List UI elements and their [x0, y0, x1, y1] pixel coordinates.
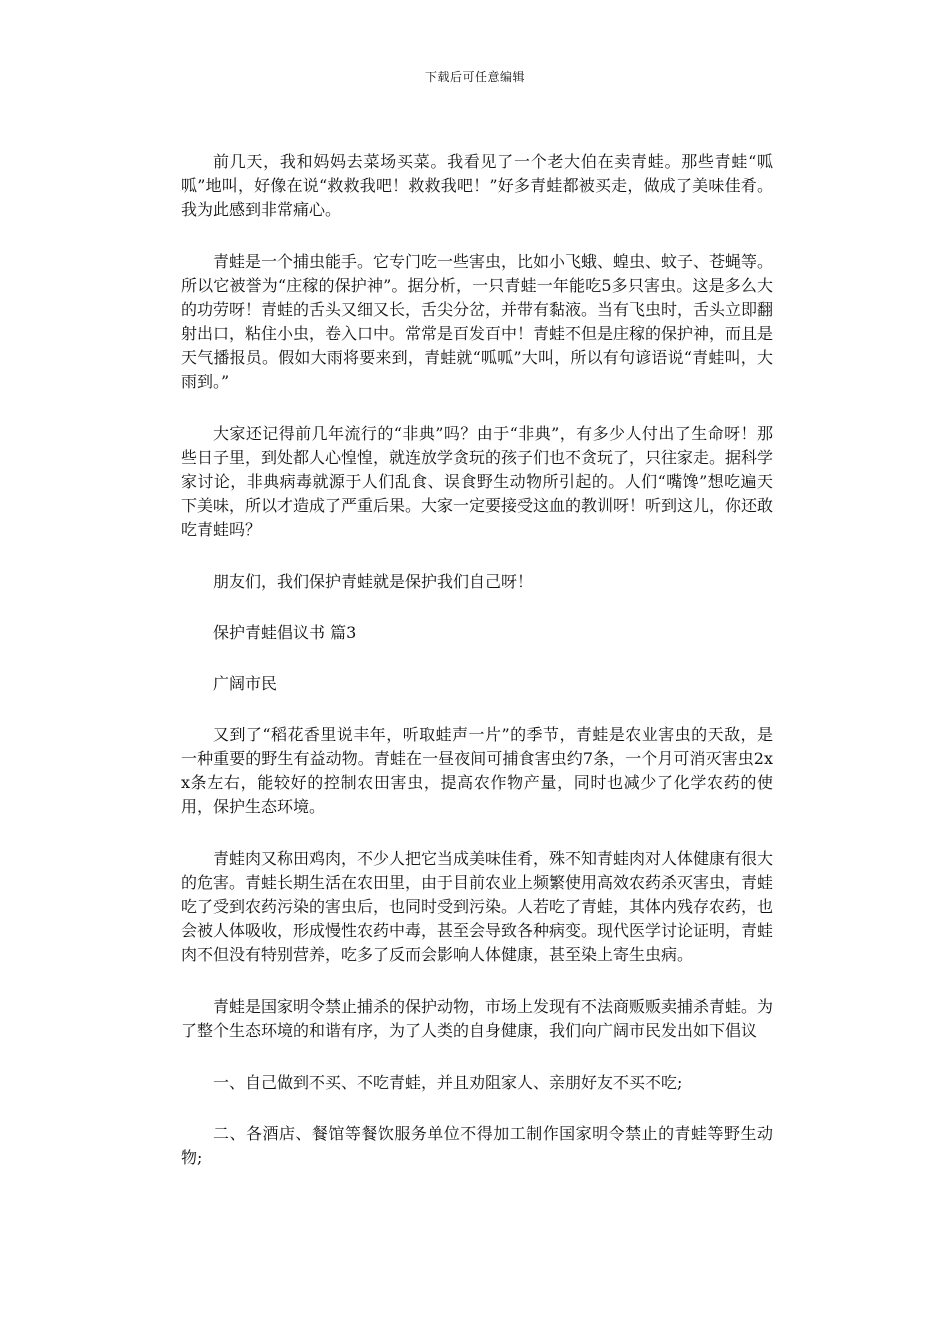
paragraph-3: 大家还记得前几年流行的“非典”吗？由于“非典”，有多少人付出了生命呀！那些日子里，到处都人心惶惶，就连放学贪玩的孩子们也不贪玩了，只往家走。据科学家讨论，非典病毒就源于人们乱食、误食野生动物所引起的。人们“嘴馋”想吃遍天下美味，所以才造成了严重后果。大家一定要接受这血的教训呀！听到这儿，你还敢吃青蛙吗？ — [181, 424, 774, 539]
page-header: 下载后可任意编辑 — [424, 70, 525, 84]
paragraph-6: 青蛙肉又称田鸡肉，不少人把它当成美味佳肴，殊不知青蛙肉对人体健康有很大的危害。青蛙长期生活在农田里，由于目前农业上频繁使用高效农药杀灭害虫，青蛙吃了受到农药污染的害虫后，也同时受到污染。人若吃了青蛙，其体内残存农药，也会被人体吸收，形成慢性农药中毒，甚至会导致各种病变。现代医学讨论证明，青蛙肉不但没有特别营养，吃多了反而会影响人体健康，甚至染上寄生虫病。 — [181, 849, 774, 964]
document-body — [181, 150, 773, 1198]
paragraph-1: 前几天，我和妈妈去菜场买菜。我看见了一个老大伯在卖青蛙。那些青蛙“呱呱”地叫，好像在说“救救我吧！救救我吧！”好多青蛙都被买走，做成了美味佳肴。我为此感到非常痛心。 — [181, 152, 773, 219]
proposal-item-1: 一、自己做到不买、不吃青蛙，并且劝阻家人、亲朋好友不买不吃; — [213, 1073, 683, 1092]
paragraph-2: 青蛙是一个捕虫能手。它专门吃一些害虫，比如小飞蛾、蝗虫、蚊子、苍蝇等。所以它被誉为“庄稼的保护神”。据分析，一只青蛙一年能吃5多只害虫。这是多么大的功劳呀！青蛙的舌头又细又长，舌尖分岔，并带有黏液。当有飞虫时，舌头立即翻射出口，粘住小虫，卷入口中。常常是百发百中！青蛙不但是庄稼的保护神，而且是天气播报员。假如大雨将要来到，青蛙就“呱呱”大叫，所以有句谚语说“青蛙叫，大雨到。” — [181, 252, 774, 391]
salutation: 广阔市民 — [213, 674, 278, 693]
proposal-item-2: 二、各酒店、餐馆等餐饮服务单位不得加工制作国家明令禁止的青蛙等野生动物; — [181, 1124, 773, 1167]
paragraph-5: 又到了“稻花香里说丰年，听取蛙声一片”的季节，青蛙是农业害虫的天敌，是一种重要的野生有益动物。青蛙在一昼夜间可捕食害虫约7条，一个月可消灭害虫2xx条左右，能较好的控制农田害虫，提高农作物产量，同时也减少了化学农药的使用，保护生态环境。 — [181, 725, 773, 816]
paragraph-4: 朋友们，我们保护青蛙就是保护我们自己呀！ — [213, 572, 534, 591]
section-title: 保护青蛙倡议书 篇3 — [213, 623, 357, 642]
paragraph-7: 青蛙是国家明令禁止捕杀的保护动物，市场上发现有不法商贩贩卖捕杀青蛙。为了整个生态环境的和谐有序，为了人类的自身健康，我们向广阔市民发出如下倡议 — [181, 997, 774, 1040]
